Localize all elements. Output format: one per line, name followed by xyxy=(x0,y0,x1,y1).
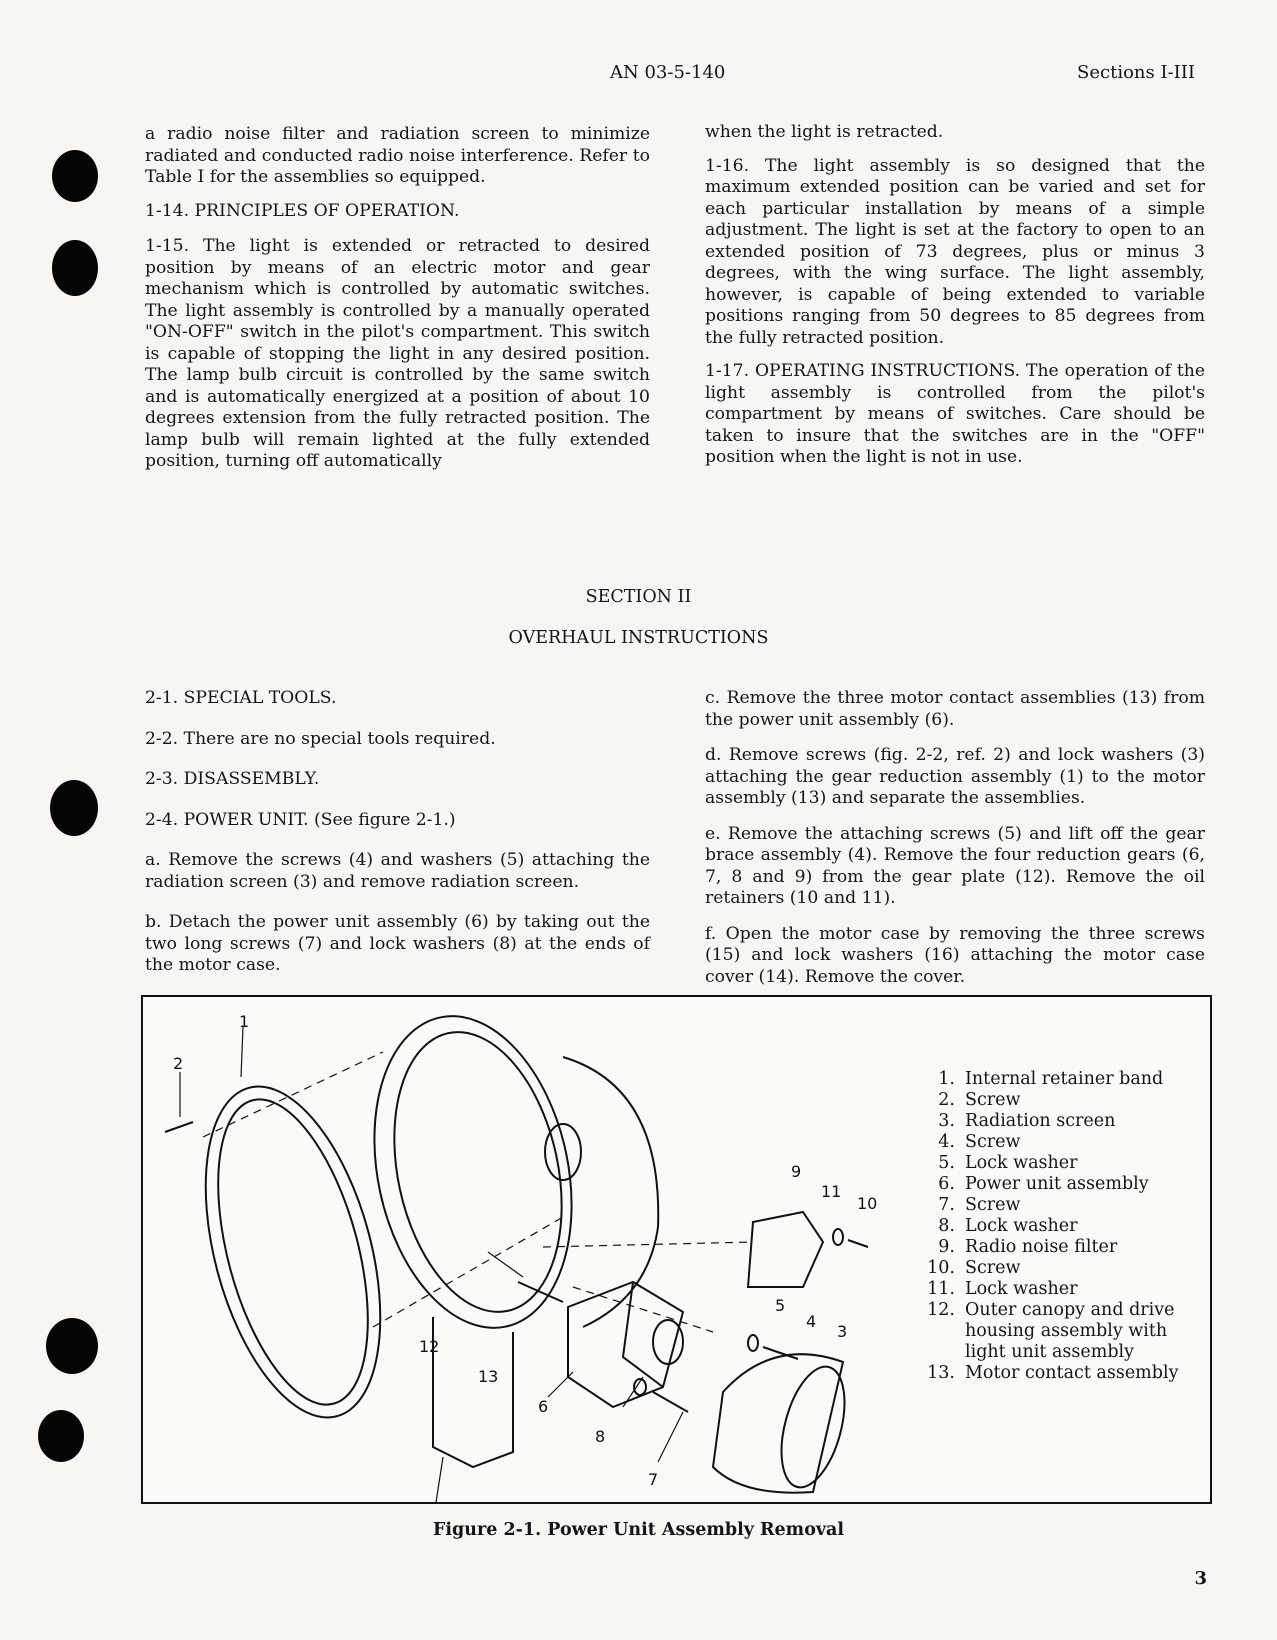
callout-9: 9 xyxy=(791,1162,802,1181)
legend-text: Lock washer xyxy=(965,1153,1078,1173)
legend-text: Screw xyxy=(965,1090,1021,1110)
step-d: d. Remove screws (fig. 2-2, ref. 2) and lock washers (3) attaching the gear reduction assembly (1) to the motor assembly (13) and separate the assemblies. xyxy=(705,745,1205,808)
paragraph-2-2: 2-2. There are no special tools required. xyxy=(145,728,496,749)
paragraph-1-15: 1-15. The light is extended or retracted to desired position by means of an electric motor and gear mechanism which is controlled by automatic switches. The light assembly is controlled by a manually operated "ON-OFF" switch in the pilot's compartment. This switch is capable of stopping the light in any desired position. The lamp bulb circuit is controlled by the same switch and is automatically energized at a position of about 10 degrees extension from the fully retracted position. The lamp bulb will remain lighted at the fully extended position, turning off automatically xyxy=(145,236,650,471)
legend-item xyxy=(913,1279,1195,1300)
retainer-band xyxy=(174,1068,413,1437)
callout-13: 13 xyxy=(478,1367,499,1386)
paragraph-1-17: 1-17. OPERATING INSTRUCTIONS. The operation of the light assembly is controlled from the pilot's compartment by means of switches. Care should be taken to insure that the switches are in the "OFF" position when the light is not in use. xyxy=(705,361,1205,467)
paragraph-noise-filter: a radio noise filter and radiation screen to minimize radiated and conducted radio noise interference. Refer to Table I for the assemblies so equipped. xyxy=(145,124,650,187)
callout-4: 4 xyxy=(806,1312,817,1331)
callout-7: 7 xyxy=(648,1470,659,1489)
legend-text: Lock washer xyxy=(965,1216,1078,1236)
page-number: 3 xyxy=(1194,1568,1207,1589)
legend-number: 5. xyxy=(938,1153,955,1173)
legend-number: 2. xyxy=(938,1090,955,1110)
left-column-bottom xyxy=(145,688,650,989)
legend-number: 8. xyxy=(938,1216,955,1236)
canopy-lens xyxy=(347,998,599,1347)
legend-number: 1. xyxy=(938,1069,955,1089)
legend-item xyxy=(913,1195,1195,1216)
legend-text: Screw xyxy=(965,1132,1021,1152)
legend-text: Screw xyxy=(965,1195,1021,1215)
binder-hole-3 xyxy=(50,780,98,836)
legend-number: 10. xyxy=(927,1258,955,1278)
heading-principles: 1-14. PRINCIPLES OF OPERATION. xyxy=(145,200,460,221)
legend-item xyxy=(913,1111,1195,1132)
heading-power-unit: 2-4. POWER UNIT. (See figure 2-1.) xyxy=(145,809,456,830)
callout-6: 6 xyxy=(538,1397,549,1416)
heading-disassembly: 2-3. DISASSEMBLY. xyxy=(145,769,320,789)
callout-12: 12 xyxy=(419,1337,440,1356)
figure-caption: Figure 2-1. Power Unit Assembly Removal xyxy=(432,1520,845,1540)
legend-item xyxy=(913,1216,1195,1237)
section-title: SECTION II xyxy=(585,587,692,607)
legend-number: 12. xyxy=(927,1300,955,1320)
callout-1: 1 xyxy=(239,1012,250,1031)
figure-2-1 xyxy=(141,995,1212,1504)
step-b: b. Detach the power unit assembly (6) by taking out the two long screws (7) and lock washers (8) at the ends of the motor case. xyxy=(145,912,650,975)
legend-text: Outer canopy and drive housing assembly with light unit assembly xyxy=(965,1300,1175,1362)
legend-text: Internal retainer band xyxy=(965,1069,1164,1089)
figure-legend xyxy=(913,1069,1195,1384)
paragraph-1-16: 1-16. The light assembly is so designed that the maximum extended position can be varied and set for each particular installation by means of a simple adjustment. The light is set at the factory to open to an extended position of 73 degrees, plus or minus 3 degrees, with the wing surface. The light assembly, however, is capable of being extended to variable positions ranging from 50 degrees to 85 degrees from the fully retracted position. xyxy=(705,155,1205,348)
left-column-top xyxy=(145,124,650,485)
legend-item xyxy=(913,1174,1195,1195)
exploded-view-illustration xyxy=(143,997,903,1502)
legend-item xyxy=(913,1363,1195,1384)
legend-text: Lock washer xyxy=(965,1279,1078,1299)
legend-text: Screw xyxy=(965,1258,1021,1278)
legend-item xyxy=(913,1153,1195,1174)
legend-text: Motor contact assembly xyxy=(965,1363,1179,1383)
legend-item xyxy=(913,1069,1195,1090)
document-number: AN 03-5-140 xyxy=(610,62,726,83)
step-f: f. Open the motor case by removing the three screws (15) and lock washers (16) attaching the motor case cover (14). Remove the cover. xyxy=(705,923,1205,987)
legend-number: 13. xyxy=(927,1363,955,1383)
section-range: Sections I-III xyxy=(1077,62,1195,83)
legend-item xyxy=(913,1090,1195,1111)
step-e: e. Remove the attaching screws (5) and lift off the gear brace assembly (4). Remove the four reduction gears (6, 7, 8 and 9) from the gear plate (12). Remove the oil retainers (10 and 11). xyxy=(705,823,1205,908)
step-c: c. Remove the three motor contact assemblies (13) from the power unit assembly (6). xyxy=(705,688,1205,730)
step-a: a. Remove the screws (4) and washers (5) attaching the radiation screen (3) and remove radiation screen. xyxy=(145,850,650,892)
right-column-top xyxy=(705,122,1205,481)
legend-item xyxy=(913,1258,1195,1279)
legend-text: Radiation screen xyxy=(965,1111,1116,1131)
binder-hole-4 xyxy=(46,1318,98,1374)
legend-item xyxy=(913,1132,1195,1153)
legend-item xyxy=(913,1300,1195,1363)
legend-item xyxy=(913,1237,1195,1258)
callout-2: 2 xyxy=(173,1054,184,1073)
callout-3: 3 xyxy=(837,1322,848,1341)
binder-hole-5 xyxy=(38,1410,84,1462)
legend-number: 7. xyxy=(938,1195,955,1215)
right-column-bottom xyxy=(705,688,1205,1000)
callout-11: 11 xyxy=(821,1182,842,1201)
legend-number: 9. xyxy=(938,1237,955,1257)
legend-number: 11. xyxy=(927,1279,955,1299)
binder-hole-2 xyxy=(52,240,98,296)
legend-text: Radio noise filter xyxy=(965,1237,1118,1257)
legend-number: 6. xyxy=(938,1174,955,1194)
binder-hole-1 xyxy=(52,150,98,202)
callout-10: 10 xyxy=(857,1194,878,1213)
paragraph-retracted: when the light is retracted. xyxy=(705,122,944,142)
legend-number: 3. xyxy=(938,1111,955,1131)
heading-special-tools: 2-1. SPECIAL TOOLS. xyxy=(145,688,337,708)
legend-number: 4. xyxy=(938,1132,955,1152)
callout-8: 8 xyxy=(595,1427,606,1446)
callout-5: 5 xyxy=(775,1296,786,1315)
legend-text: Power unit assembly xyxy=(965,1174,1149,1194)
section-subtitle: OVERHAUL INSTRUCTIONS xyxy=(508,628,769,648)
